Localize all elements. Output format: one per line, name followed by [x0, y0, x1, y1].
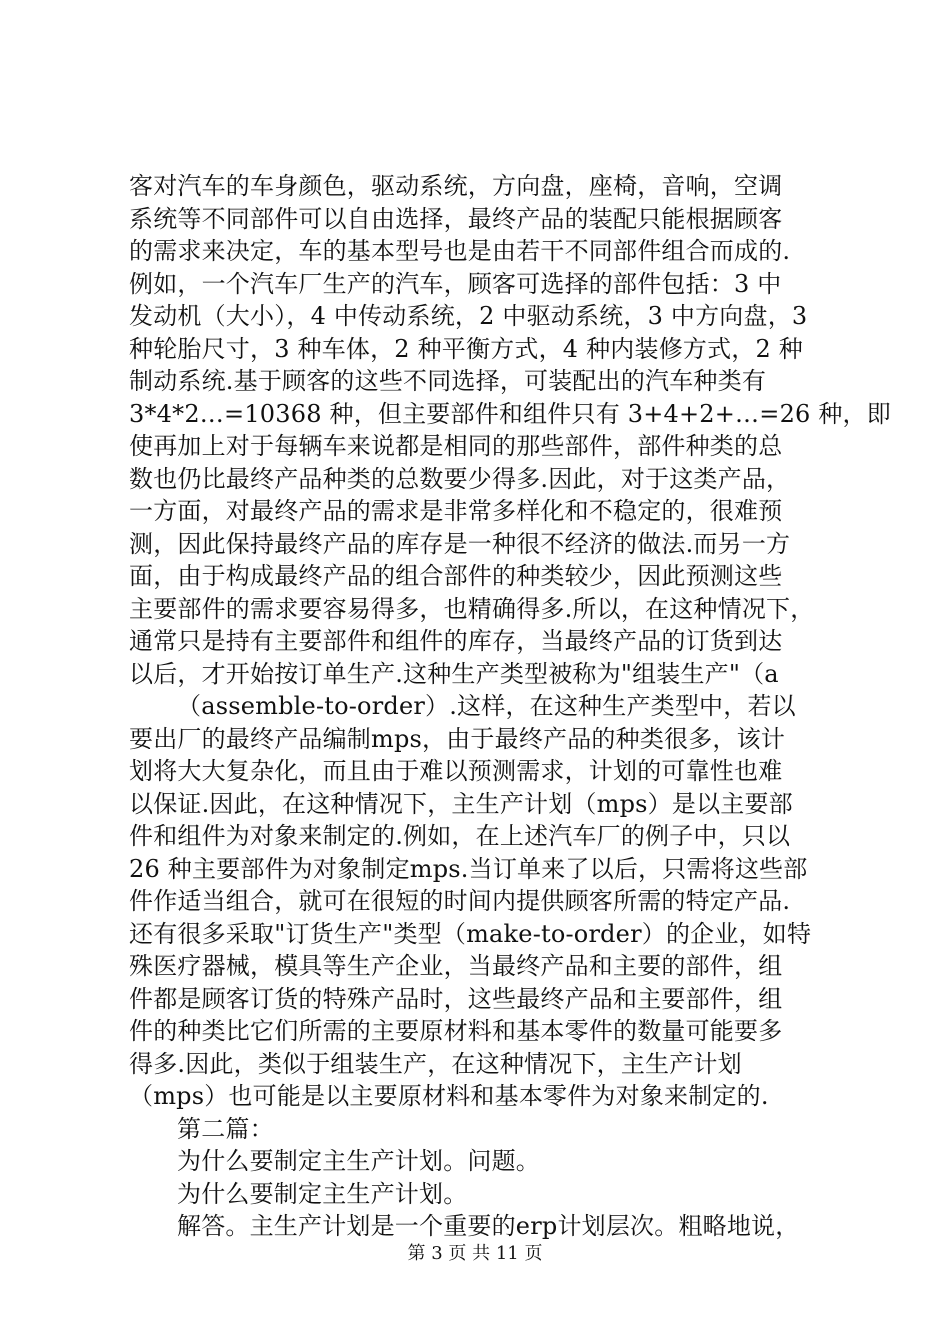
text-line: 件和组件为对象来制定的.例如，在上述汽车厂的例子中，只以 — [129, 822, 791, 850]
text-line: 种轮胎尺寸，3 种车体，2 种平衡方式，4 种内装修方式，2 种 — [129, 334, 803, 363]
text-line: 例如，一个汽车厂生产的汽车，顾客可选择的部件包括：3 中 — [129, 269, 782, 298]
text-line: （mps）也可能是以主要原材料和基本零件为对象来制定的. — [129, 1082, 769, 1110]
text-line: 为什么要制定主生产计划。问题。 — [177, 1147, 540, 1175]
text-line: 主要部件的需求要容易得多，也精确得多.所以，在这种情况下， — [129, 594, 815, 623]
text-line: 3*4*2…=10368 种，但主要部件和组件只有 3+4+2+…=26 种，即 — [129, 399, 891, 428]
text-line: 件作适当组合，就可在很短的时间内提供顾客所需的特定产品. — [129, 887, 791, 915]
text-line: （assemble-to-order）.这样，在这种生产类型中，若以 — [177, 692, 796, 720]
text-line: 客对汽车的车身颜色，驱动系统，方向盘，座椅，音响，空调 — [129, 172, 783, 200]
text-line: 制动系统.基于顾客的这些不同选择，可装配出的汽车种类有 — [129, 367, 767, 395]
text-line: 面，由于构成最终产品的组合部件的种类较少，因此预测这些 — [129, 562, 783, 590]
text-line: 系统等不同部件可以自由选择，最终产品的装配只能根据顾客 — [129, 204, 783, 233]
text-line: 通常只是持有主要部件和组件的库存，当最终产品的订货到达 — [129, 627, 783, 655]
text-line: 得多.因此，类似于组装生产，在这种情况下，主生产计划 — [129, 1049, 742, 1078]
text-line: 测，因此保持最终产品的库存是一种很不经济的做法.而另一方 — [129, 529, 791, 558]
text-line: 件的种类比它们所需的主要原材料和基本零件的数量可能要多 — [129, 1017, 783, 1045]
text-line: 件都是顾客订货的特殊产品时，这些最终产品和主要部件，组 — [129, 984, 783, 1013]
document-body — [129, 170, 891, 1243]
text-line: 为什么要制定主生产计划。 — [177, 1179, 468, 1208]
text-line: 以保证.因此，在这种情况下，主生产计划（mps）是以主要部 — [129, 789, 793, 818]
text-line: 以后，才开始按订单生产.这种生产类型被称为"组装生产"（a — [129, 659, 779, 688]
text-line: 使再加上对于每辆车来说都是相同的那些部件，部件种类的总 — [129, 432, 783, 460]
text-line: 的需求来决定，车的基本型号也是由若干不同部件组合而成的. — [129, 237, 791, 265]
section-heading: 第二篇： — [177, 1114, 274, 1143]
text-line: 一方面，对最终产品的需求是非常多样化和不稳定的，很难预 — [129, 497, 783, 525]
text-line: 殊医疗器械，模具等生产企业，当最终产品和主要的部件，组 — [129, 952, 783, 980]
text-line: 还有很多采取"订货生产"类型（make-to-order）的企业，如特 — [129, 919, 812, 948]
page-footer: 第 3 页 共 11 页 — [407, 1243, 543, 1264]
text-line: 26 种主要部件为对象制定mps.当订单来了以后，只需将这些部 — [129, 854, 808, 883]
text-line: 划将大大复杂化，而且由于难以预测需求，计划的可靠性也难 — [129, 757, 783, 785]
text-line: 解答。主生产计划是一个重要的erp计划层次。粗略地说， — [177, 1212, 800, 1240]
text-line: 发动机（大小），4 中传动系统，2 中驱动系统，3 中方向盘，3 — [129, 302, 808, 330]
text-line: 数也仍比最终产品种类的总数要少得多.因此，对于这类产品， — [129, 464, 791, 493]
text-line: 要出厂的最终产品编制mps，由于最终产品的种类很多，该计 — [129, 724, 786, 753]
